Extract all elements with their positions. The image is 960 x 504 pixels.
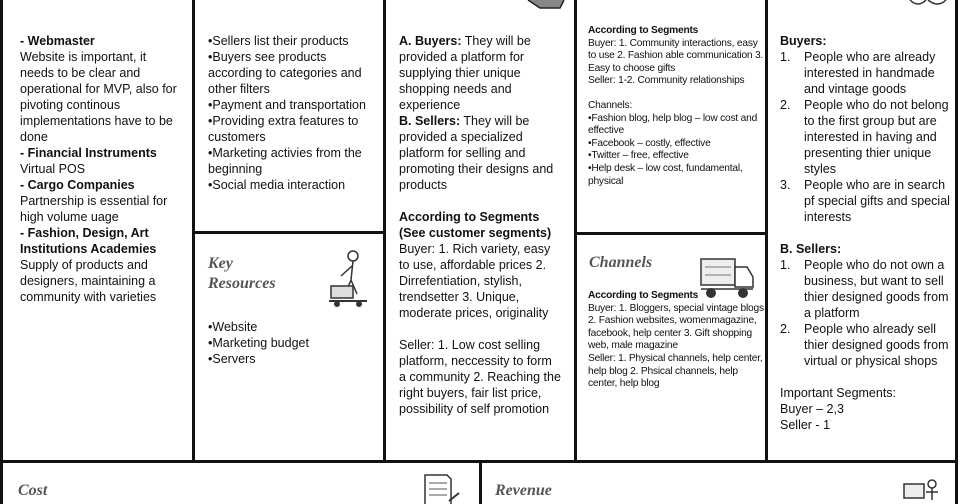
key-resources-cell xyxy=(195,234,383,460)
partner-text: Website is important, it needs to be clear and operational for MVP, also for pivoting continous implementations have to be done xyxy=(20,50,177,144)
value-text xyxy=(399,33,561,417)
list-item: •Payment and transportation xyxy=(208,98,366,112)
partner-text: Partnership is essential for high volume uage xyxy=(20,194,168,224)
cost-title: Cost xyxy=(18,482,48,499)
value-seller-text: Seller: 1. Low cost selling platform, neccessity to form a community 2. Reaching the right buyers, fair list price, possibility of self promotion xyxy=(399,338,561,416)
channels-seller: Seller: 1. Physical channels, help center, help blog 2. Phsical channels, help center, help blog xyxy=(588,352,763,390)
channels-buyer: Buyer: 1. Bloggers, special vintage blogs 2. Fashion websites, womenmagazine, facebook, help center 3. Gift shopping web, male magazine xyxy=(588,302,764,352)
list-item: •Fashion blog, help blog – low cost and effective xyxy=(588,112,758,137)
partner-heading: - Fashion, Design, Art Institutions Academies xyxy=(20,226,157,256)
customer-relationships-cell xyxy=(577,0,765,232)
revenue-streams-cell xyxy=(482,463,765,504)
list-item: •Buyers see products according to categories and other filters xyxy=(208,50,362,96)
list-item: •Sellers list their products xyxy=(208,34,349,48)
relationships-text xyxy=(588,25,764,188)
important-buyer: Buyer – 2,3 xyxy=(780,402,844,416)
list-item: •Marketing activies from the beginning xyxy=(208,146,362,176)
value-segments-heading: According to Segments (See customer segments) xyxy=(399,210,552,240)
value-buyers-label: A. Buyers: xyxy=(399,34,462,48)
partner-heading: - Financial Instruments xyxy=(20,146,157,160)
list-item: •Website xyxy=(208,320,258,334)
value-sellers-text: They will be provided a specialized platform for selling and promoting their designs and products xyxy=(399,114,554,192)
list-item: 3. People who are in search pf special gifts and special interests xyxy=(780,178,950,224)
chart-person-icon xyxy=(900,478,940,504)
list-item: •Marketing budget xyxy=(208,336,309,350)
list-item: •Servers xyxy=(208,352,256,366)
list-item: •Social media interaction xyxy=(208,178,346,192)
channels-heading: According to Segments xyxy=(588,290,699,301)
value-propositions-cell xyxy=(386,0,574,460)
list-item: •Help desk – low cost, fundamental, physical xyxy=(588,162,743,187)
channels-title: Channels xyxy=(589,254,653,271)
partner-heading: - Webmaster xyxy=(20,34,95,48)
partner-text: Supply of products and designers, maintaining a community with varieties xyxy=(20,258,157,304)
segments-text xyxy=(780,33,950,433)
list-item: 2. People who already sell thier designed goods from virtual or physical shops xyxy=(780,322,949,368)
value-buyers-text: They will be provided a platform for supplying thier unique shopping needs and experience xyxy=(399,34,531,112)
list-item: 1. People who do not own a business, but want to sell thier designed goods from a platform xyxy=(780,258,949,320)
partners-list xyxy=(20,33,182,305)
important-segments-label: Important Segments: xyxy=(780,386,897,400)
channels-text xyxy=(588,290,764,391)
value-sellers-label: B. Sellers: xyxy=(399,114,461,128)
segments-buyers-label: Buyers: xyxy=(780,34,827,48)
list-item: •Facebook – costly, effective xyxy=(588,137,711,149)
divider xyxy=(955,0,958,504)
segments-sellers-label: B. Sellers: xyxy=(780,242,842,256)
list-item: 1. People who are already interested in handmade and vintage goods xyxy=(780,50,936,96)
relationships-heading: According to Segments xyxy=(588,25,699,36)
key-resources-title: Key Resources xyxy=(208,255,276,292)
list-item: •Providing extra features to customers xyxy=(208,114,359,144)
partner-text: Virtual POS xyxy=(20,162,86,176)
key-activities-cell xyxy=(195,0,383,231)
list-item: 2. People who do not belong to the first group but are interested in having and presenting thier unique styles xyxy=(780,98,949,176)
worker-cart-icon xyxy=(327,248,373,308)
partner-heading: - Cargo Companies xyxy=(20,178,135,192)
gift-icon xyxy=(526,0,566,12)
receipt-icon xyxy=(419,473,461,504)
cost-structure-cell xyxy=(3,463,479,504)
list-item: •Twitter – free, effective xyxy=(588,150,689,162)
customer-segments-cell xyxy=(768,0,955,504)
key-partners-cell xyxy=(3,0,192,460)
revenue-title: Revenue xyxy=(495,482,552,499)
relationships-seller: Seller: 1-2. Community relationships xyxy=(588,75,745,87)
value-buyer-text: Buyer: 1. Rich variety, easy to use, affordable prices 2. Dirrefentiation, stylish, trendsetter 3. Unique, moderate prices, originality xyxy=(399,242,551,320)
resources-list xyxy=(208,319,378,367)
relationships-buyer: Buyer: 1. Community interactions, easy to use 2. Fashion able communication 3. Easy to choose gifts xyxy=(588,37,764,74)
people-icon xyxy=(908,0,948,8)
channels-cell xyxy=(577,235,765,460)
relationships-channels-label: Channels: xyxy=(588,99,633,111)
activities-list xyxy=(208,33,378,193)
important-seller: Seller - 1 xyxy=(780,418,831,432)
